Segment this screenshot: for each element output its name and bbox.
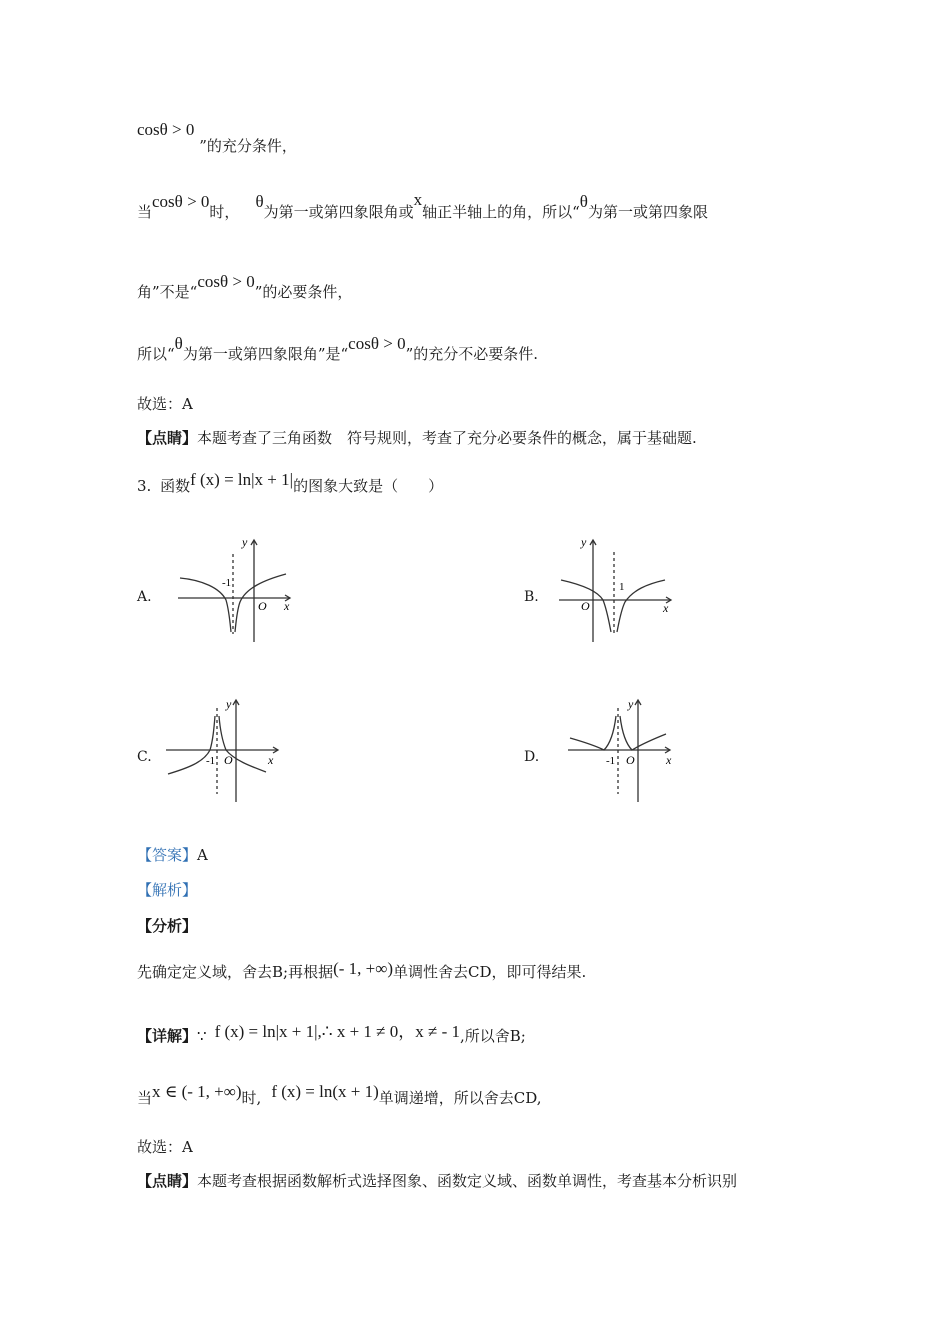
analysis-tag: 【解析】	[137, 881, 198, 899]
line-text: 时，	[209, 203, 240, 221]
option-b-label: B.	[524, 589, 539, 605]
y-label: y	[226, 697, 232, 711]
detail-tag: 【详解】	[137, 1027, 198, 1045]
origin-label: O	[581, 599, 590, 613]
graph-a	[172, 534, 302, 646]
inline-math: cosθ > 0	[137, 120, 195, 139]
when-text: 时,	[241, 1089, 262, 1107]
line-text: 为第一或第四象限	[587, 203, 708, 221]
option-d-label: D.	[524, 749, 540, 765]
answer-line	[137, 845, 208, 865]
graph-c	[162, 694, 292, 806]
detail-math: ,∴ x + 1 ≠ 0，x ≠ - 1	[317, 1022, 460, 1041]
fenxi-line	[137, 959, 587, 982]
line-text: 为第一或第四象限角”是“	[182, 345, 349, 363]
choose-line: 故选：A	[137, 1138, 193, 1156]
tick-label: -1	[206, 755, 216, 767]
origin-label: O	[224, 753, 233, 767]
comment-tag: 【点睛】	[137, 1172, 198, 1190]
detail-text: ,所以舍B;	[460, 1027, 526, 1045]
y-label: y	[242, 535, 248, 549]
x-label: x	[268, 753, 274, 767]
line-text: ”的充分不必要条件.	[405, 345, 539, 363]
detail-math: f (x) = ln|x + 1|	[214, 1022, 318, 1041]
answer-value: A	[197, 846, 208, 864]
y-label: y	[581, 535, 587, 549]
when-text: 单调递增，所以舍去CD,	[378, 1089, 542, 1107]
fenxi-text: 先确定定义域，舍去B;再根据	[137, 963, 334, 981]
theta-symbol: θ	[579, 192, 588, 211]
fenxi-text: 单调性舍去CD，即可得结果.	[393, 963, 587, 981]
theta-symbol: θ	[255, 192, 264, 211]
line-2	[137, 190, 708, 221]
line-4	[137, 334, 539, 363]
line-text: 为第一或第四象限角或	[263, 203, 414, 221]
inline-math: cosθ > 0	[348, 334, 406, 353]
inline-math: cosθ > 0	[152, 192, 210, 211]
line-text: 所以“	[137, 345, 175, 363]
x-label: x	[663, 601, 669, 615]
origin-label: O	[626, 753, 635, 767]
answer-tag: 【答案】	[137, 846, 198, 864]
comment-text: 本题考查了三角函数 符号规则，考查了充分必要条件的概念，属于基础题.	[197, 429, 697, 447]
line-text: ”的充分条件，	[199, 137, 297, 155]
line-1	[137, 120, 297, 155]
when-math: f (x) = ln(x + 1)	[271, 1082, 379, 1101]
tick-label: -1	[222, 577, 232, 589]
line-3	[137, 272, 353, 301]
line-comment	[137, 428, 697, 448]
comment-line	[137, 1171, 737, 1191]
comment-tag: 【点睛】	[137, 429, 198, 447]
because-symbol: ∵	[197, 1027, 207, 1045]
detail-line	[137, 1022, 526, 1045]
line-text: 轴正半轴上的角，所以“	[422, 203, 580, 221]
x-label: x	[284, 599, 290, 613]
question-post: 的图象大致是（ ）	[293, 477, 444, 495]
line-choose: 故选：A	[137, 395, 193, 413]
theta-symbol: θ	[174, 334, 183, 353]
graph-d	[566, 694, 686, 806]
fenxi-math: (- 1, +∞)	[333, 959, 394, 978]
inline-math: cosθ > 0	[197, 272, 255, 291]
question-number: 3.	[137, 477, 152, 495]
y-label: y	[628, 697, 634, 711]
graph-b	[555, 534, 685, 646]
line-text: 角”不是“	[137, 283, 198, 301]
option-a-label: A.	[137, 589, 152, 605]
option-c-label: C.	[137, 749, 152, 765]
when-text: 当	[137, 1089, 153, 1107]
fenxi-tag: 【分析】	[137, 917, 198, 935]
x-label: x	[666, 753, 672, 767]
question-pre: 函数	[160, 477, 191, 495]
curve-right	[620, 716, 666, 750]
x-symbol: x	[413, 190, 423, 209]
curve-left	[570, 716, 616, 750]
question-math: f (x) = ln|x + 1|	[190, 470, 294, 489]
when-line	[137, 1082, 542, 1107]
line-text: 当	[137, 203, 153, 221]
line-text: ”的必要条件，	[254, 283, 353, 301]
comment-text: 本题考查根据函数解析式选择图象、函数定义域、函数单调性，考查基本分析识别	[197, 1172, 738, 1190]
tick-label: -1	[606, 755, 616, 767]
when-math: x ∈ (- 1, +∞)	[152, 1082, 242, 1101]
origin-label: O	[258, 599, 267, 613]
question-3	[137, 470, 444, 495]
tick-label: 1	[619, 581, 625, 593]
